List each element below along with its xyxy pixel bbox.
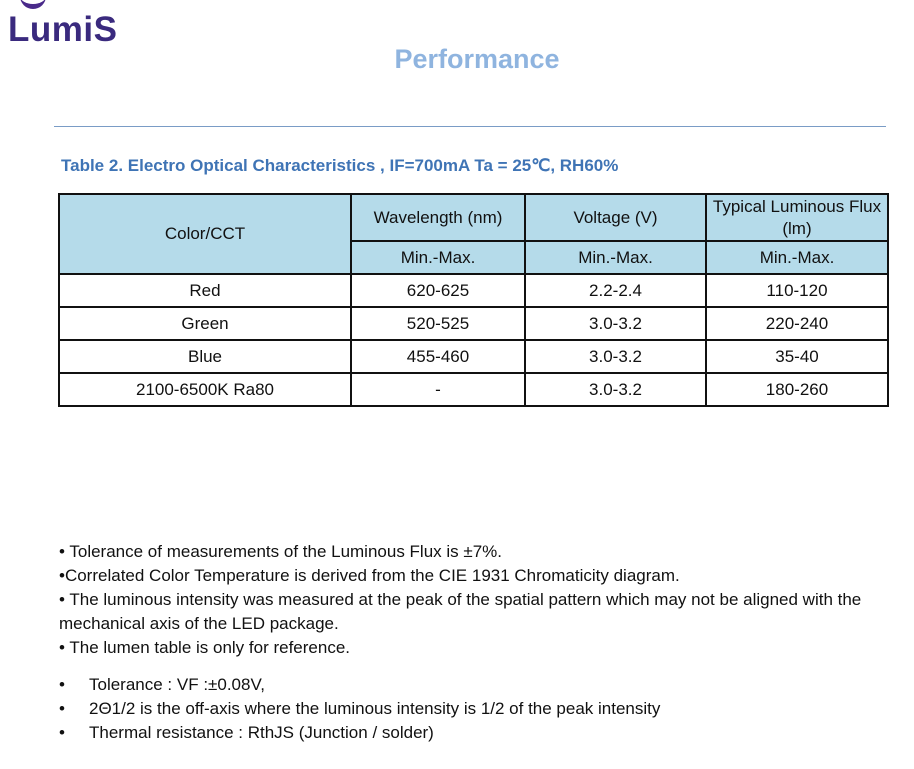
header-voltage: Voltage (V) bbox=[525, 194, 706, 241]
bullet-thermal-resistance: Thermal resistance : RthJS (Junction / solder) bbox=[89, 723, 434, 742]
bullet-dot-icon: • bbox=[59, 723, 65, 742]
cell-luminous-flux: 180-260 bbox=[706, 373, 888, 406]
cell-luminous-flux: 35-40 bbox=[706, 340, 888, 373]
cell-color: Green bbox=[59, 307, 351, 340]
notes-section bbox=[59, 540, 899, 660]
electro-optical-table bbox=[58, 193, 889, 407]
table-caption: Table 2. Electro Optical Characteristics , IF=700mA Ta = 25℃, RH60% bbox=[61, 156, 619, 175]
cell-color: Red bbox=[59, 274, 351, 307]
note-flux-tolerance: • Tolerance of measurements of the Luminous Flux is ±7%. bbox=[59, 542, 503, 561]
list-item bbox=[59, 697, 899, 721]
cell-color: Blue bbox=[59, 340, 351, 373]
bullet-dot-icon: • bbox=[59, 699, 65, 718]
bullet-list bbox=[59, 673, 899, 745]
cell-voltage: 2.2-2.4 bbox=[525, 274, 706, 307]
table-row bbox=[59, 307, 888, 340]
cell-luminous-flux: 220-240 bbox=[706, 307, 888, 340]
cell-color: 2100-6500K Ra80 bbox=[59, 373, 351, 406]
bullet-viewing-angle: 2Θ1/2 is the off-axis where the luminous intensity is 1/2 of the peak intensity bbox=[89, 699, 661, 718]
company-logo: LumiS bbox=[8, 10, 118, 49]
divider bbox=[54, 126, 886, 127]
logo-arc-graphic bbox=[20, 0, 46, 9]
cell-voltage: 3.0-3.2 bbox=[525, 340, 706, 373]
bullet-dot-icon: • bbox=[59, 675, 65, 694]
list-item bbox=[59, 721, 899, 745]
table-row bbox=[59, 274, 888, 307]
cell-luminous-flux: 110-120 bbox=[706, 274, 888, 307]
subheader-luminous-flux: Min.-Max. bbox=[706, 241, 888, 274]
page-title: Performance bbox=[394, 44, 560, 74]
subheader-voltage: Min.-Max. bbox=[525, 241, 706, 274]
cell-wavelength: 620-625 bbox=[351, 274, 525, 307]
header-luminous-flux: Typical Luminous Flux (lm) bbox=[706, 194, 888, 241]
note-cct: •Correlated Color Temperature is derived from the CIE 1931 Chromaticity diagram. bbox=[59, 566, 680, 585]
note-lumen-table: • The lumen table is only for reference. bbox=[59, 638, 351, 657]
header-color-cct: Color/CCT bbox=[59, 194, 351, 274]
subheader-wavelength: Min.-Max. bbox=[351, 241, 525, 274]
cell-wavelength: 520-525 bbox=[351, 307, 525, 340]
header-wavelength: Wavelength (nm) bbox=[351, 194, 525, 241]
table-row bbox=[59, 340, 888, 373]
bullet-vf-tolerance: Tolerance : VF :±0.08V, bbox=[89, 675, 265, 694]
list-item bbox=[59, 673, 899, 697]
table-header-row bbox=[59, 194, 888, 241]
note-luminous-intensity: • The luminous intensity was measured at the peak of the spatial pattern which may not be aligned with the mechanical axis of the LED package. bbox=[59, 590, 862, 633]
table-row bbox=[59, 373, 888, 406]
cell-wavelength: 455-460 bbox=[351, 340, 525, 373]
cell-voltage: 3.0-3.2 bbox=[525, 373, 706, 406]
cell-voltage: 3.0-3.2 bbox=[525, 307, 706, 340]
cell-wavelength: - bbox=[351, 373, 525, 406]
